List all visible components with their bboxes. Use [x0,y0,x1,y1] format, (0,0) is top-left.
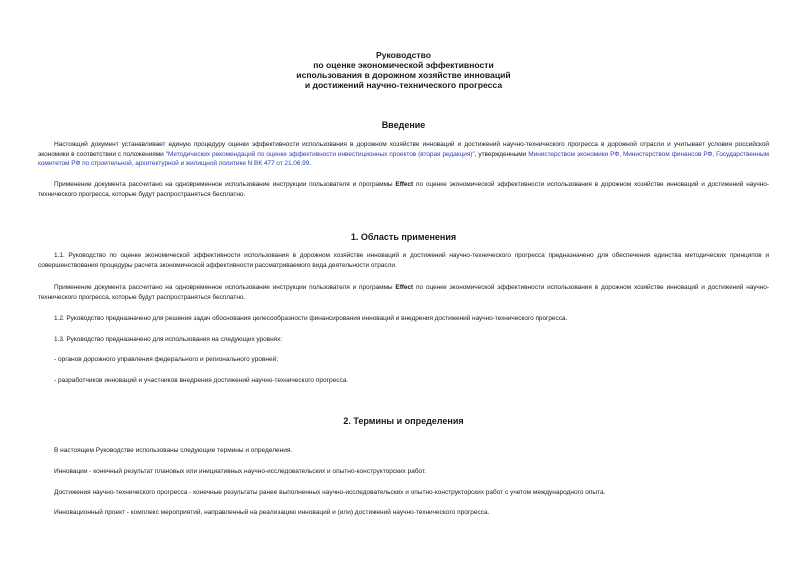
section-1-list-item-1: - органов дорожного управления федерального и регионального уровней; [54,356,279,363]
title-line-2: по оценке экономической эффективности [313,60,494,70]
section-2-paragraph-1: В настоящем Руководстве использованы следующие термины и определения. [54,447,293,454]
section-1-heading: 1. Область применения [350,232,457,242]
title-line-4: и достижений научно-технического прогресса [304,80,503,90]
section-2-heading: 2. Термины и определения [343,416,464,426]
effect-program-name: Effect [395,181,414,188]
methodical-recommendations-link[interactable]: "Методических рекомендаций по оценке эффективности инвестиционных проектов (вторая редакция)" [165,150,475,158]
intro-p1-text: Настоящий документ устанавливает единую процедуру оценки эффективности использования в дорожном хозяйстве инноваций и достижений научно-технического прогресса в дорожной отрасли и учитывает условия российской экономики в соответствии с положениями [38,141,769,158]
intro-p2-text: Применение документа рассчитано на одновременное использование инструкции пользователя и программы [54,181,396,188]
term-achievements: Достижения научно-технического прогресса - конечные результаты ранее выполненных научно-исследовательских и опытно-конструкторских работ с учетом международного опыта. [54,489,606,496]
section-1-paragraph-2 [38,283,769,302]
intro-heading: Введение [381,120,426,130]
term-innovation-project: Инновационный проект - комплекс мероприятий, направленный на реализацию инноваций и (или) достижений научно-технического прогресса. [54,509,490,516]
s1-p2-end: по оценке экономической эффективности использования в дорожном хозяйстве инноваций и достижений научно-технического прогресса, которые будут распространяться бесплатно. [38,284,769,301]
section-1-paragraph-4: 1.3. Руководство предназначено для использования на следующих уровнях: [54,336,283,343]
s1-p2-text: Применение документа рассчитано на одновременное использование инструкции пользователя и программы [54,284,396,291]
intro-p1-mid: , утвержденными [474,150,529,158]
intro-paragraph-1 [38,140,769,169]
intro-p2-end: по оценке экономической эффективности использования в дорожном хозяйстве инноваций и достижений научно-технического прогресса, которые будут распространяться бесплатно. [38,181,769,198]
section-1-paragraph-1: 1.1. Руководство по оценке экономической эффективности использования в дорожном хозяйстве инноваций и достижений научно-технического прогресса предназначено для обеспечения единства методических принципов и совершенствования процедуры расчета экономической эффективности рассматриваемого вида деятельности отрасли. [38,252,769,269]
ministry-link[interactable]: Министерством экономики РФ, Министерством финансов РФ, Государственным комитетом РФ по строительной, архитектурной и жилищной политике N ВК 477 от 21.06.99. [38,150,769,167]
effect-program-name-2: Effect [395,284,414,291]
section-1-paragraph-3: 1.2. Руководство предназначено для решения задач обоснования целесообразности финансирования инноваций и внедрения достижений научно-технического прогресса. [54,315,568,322]
term-innovations: Инновации - конечный результат плановых или инициативных научно-исследовательских и опытно-конструкторских работ. [54,468,427,475]
document-title [0,50,807,90]
intro-paragraph-2 [38,180,769,199]
title-line-1: Руководство [375,50,431,60]
title-line-3: использования в дорожном хозяйстве инноваций [296,70,511,80]
section-1-list-item-2: - разработчиков инноваций и участников внедрения достижений научно-технического прогресса. [54,377,349,384]
